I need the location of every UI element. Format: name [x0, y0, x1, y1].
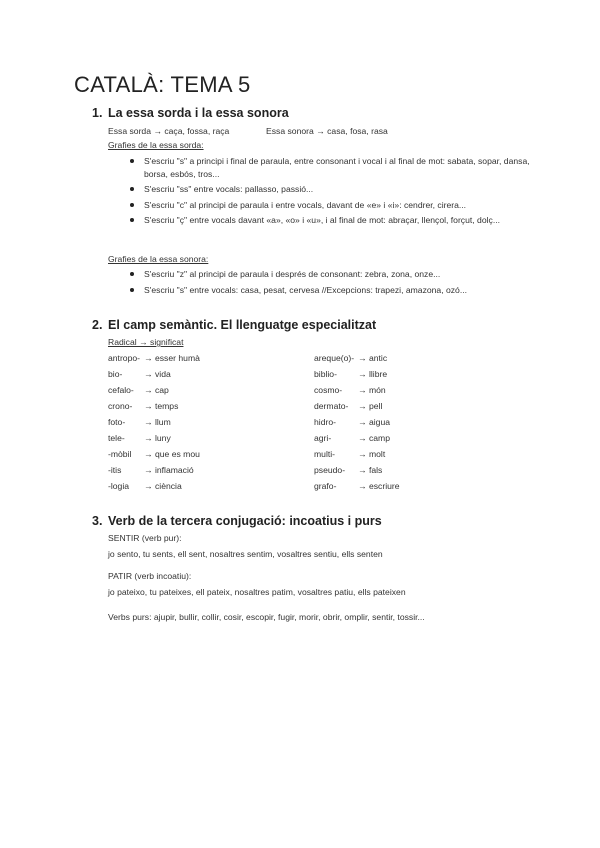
table-row: [314, 353, 387, 364]
section-2-title: [92, 318, 376, 332]
table-row: [108, 465, 194, 476]
radical-prefix: cefalo-: [108, 385, 134, 395]
radical-heading: Radical → significat: [108, 337, 184, 347]
radical-meaning: → món: [358, 385, 386, 395]
radical-meaning: → aigua: [358, 417, 391, 427]
patir-forms: jo pateixo, tu pateixes, ell pateix, nosaltres patim, vosaltres patiu, ells pateixen: [108, 587, 406, 597]
table-row: [108, 433, 171, 444]
grafies-sorda-heading: Grafies de la essa sorda:: [108, 140, 204, 150]
radical-prefix: cosmo-: [314, 385, 343, 395]
table-row: [314, 417, 390, 428]
table-row: [108, 449, 200, 460]
section-1-number: 1.: [92, 106, 103, 120]
table-row: [108, 385, 169, 396]
sentir-heading: SENTIR (verb pur):: [108, 533, 182, 543]
radical-meaning: → molt: [358, 449, 386, 459]
radical-prefix: tele-: [108, 433, 125, 443]
radical-meaning: → que es mou: [144, 449, 200, 459]
list-item: S'escriu "s" entre vocals: casa, pesat, cervesa //Excepcions: trapezi, amazona, ozó...: [128, 284, 544, 297]
section-3-title: [92, 514, 382, 528]
table-row: [314, 401, 382, 412]
radical-meaning: → esser humà: [144, 353, 200, 363]
table-row: [108, 417, 171, 428]
radical-prefix: -mòbil: [108, 449, 132, 459]
radical-prefix: foto-: [108, 417, 126, 427]
radical-prefix: -logia: [108, 481, 130, 491]
grafies-sonora-heading: Grafies de la essa sonora:: [108, 254, 209, 264]
radical-prefix: antropo-: [108, 353, 141, 363]
table-row: [314, 481, 400, 492]
radical-prefix: pseudo-: [314, 465, 346, 475]
list-item: S'escriu "s" a principi i final de paraula, entre consonant i vocal i al final de mot: sabata, sopar, dansa, borsa, esbós, tros...: [128, 155, 544, 180]
sentir-forms: jo sento, tu sents, ell sent, nosaltres sentim, vosaltres sentiu, ells senten: [108, 549, 383, 559]
patir-heading: PATIR (verb incoatiu):: [108, 571, 192, 581]
essa-sonora-line: Essa sonora → casa, fosa, rasa: [266, 126, 388, 136]
grafies-sorda-list: [128, 155, 544, 230]
verbs-purs-line: Verbs purs: ajupir, bullir, collir, cosir, escopir, fugir, morir, obrir, omplir, sentir, tossir...: [108, 612, 425, 622]
radical-meaning: → cap: [144, 385, 169, 395]
section-2-heading: El camp semàntic. El llenguatge especialitzat: [108, 318, 377, 332]
section-1-heading: La essa sorda i la essa sonora: [108, 106, 289, 120]
essa-sorda-line: Essa sorda → caça, fossa, raça: [108, 126, 230, 136]
list-item: S'escriu "c" al principi de paraula i entre vocals, davant de «e» i «i»: cendrer, cirera...: [128, 199, 544, 212]
table-row: [108, 353, 200, 364]
radical-prefix: dermato-: [314, 401, 349, 411]
radical-meaning: → escriure: [358, 481, 400, 491]
radical-meaning: → camp: [358, 433, 390, 443]
radical-meaning: → antic: [358, 353, 388, 363]
radical-meaning: → temps: [144, 401, 179, 411]
radical-meaning: → inflamació: [144, 465, 194, 475]
table-row: [108, 401, 178, 412]
table-row: [314, 449, 385, 460]
table-row: [314, 433, 390, 444]
table-row: [314, 465, 382, 476]
table-row: [314, 369, 387, 380]
grafies-sonora-list: [128, 268, 544, 299]
page-title: CATALÀ: TEMA 5: [74, 72, 251, 97]
table-row: [108, 369, 171, 380]
section-1-title: [92, 106, 289, 120]
radical-prefix: grafo-: [314, 481, 337, 491]
table-row: [108, 481, 182, 492]
radical-prefix: -itis: [108, 465, 122, 475]
section-3-number: 3.: [92, 514, 103, 528]
radical-meaning: → llum: [144, 417, 171, 427]
list-item: S'escriu "ss" entre vocals: pallasso, passió...: [128, 183, 544, 196]
radical-prefix: multi-: [314, 449, 336, 459]
section-3-heading: Verb de la tercera conjugació: incoatius i purs: [108, 514, 382, 528]
radical-meaning: → pell: [358, 401, 383, 411]
radical-prefix: hidro-: [314, 417, 336, 427]
radical-prefix: areque(o)-: [314, 353, 355, 363]
radical-prefix: biblio-: [314, 369, 337, 379]
radical-meaning: → llibre: [358, 369, 388, 379]
radical-meaning: → ciència: [144, 481, 182, 491]
table-row: [314, 385, 386, 396]
radical-prefix: agri-: [314, 433, 332, 443]
radical-prefix: bio-: [108, 369, 123, 379]
radical-meaning: → fals: [358, 465, 383, 475]
section-2-number: 2.: [92, 318, 103, 332]
radical-prefix: crono-: [108, 401, 133, 411]
list-item: S'escriu "ç" entre vocals davant «a», «o» i «u», i al final de mot: abraçar, llençol, forçut, dolç...: [128, 214, 544, 227]
list-item: S'escriu "z" al principi de paraula i després de consonant: zebra, zona, onze...: [128, 268, 544, 281]
radical-meaning: → luny: [144, 433, 171, 443]
radical-meaning: → vida: [144, 369, 171, 379]
